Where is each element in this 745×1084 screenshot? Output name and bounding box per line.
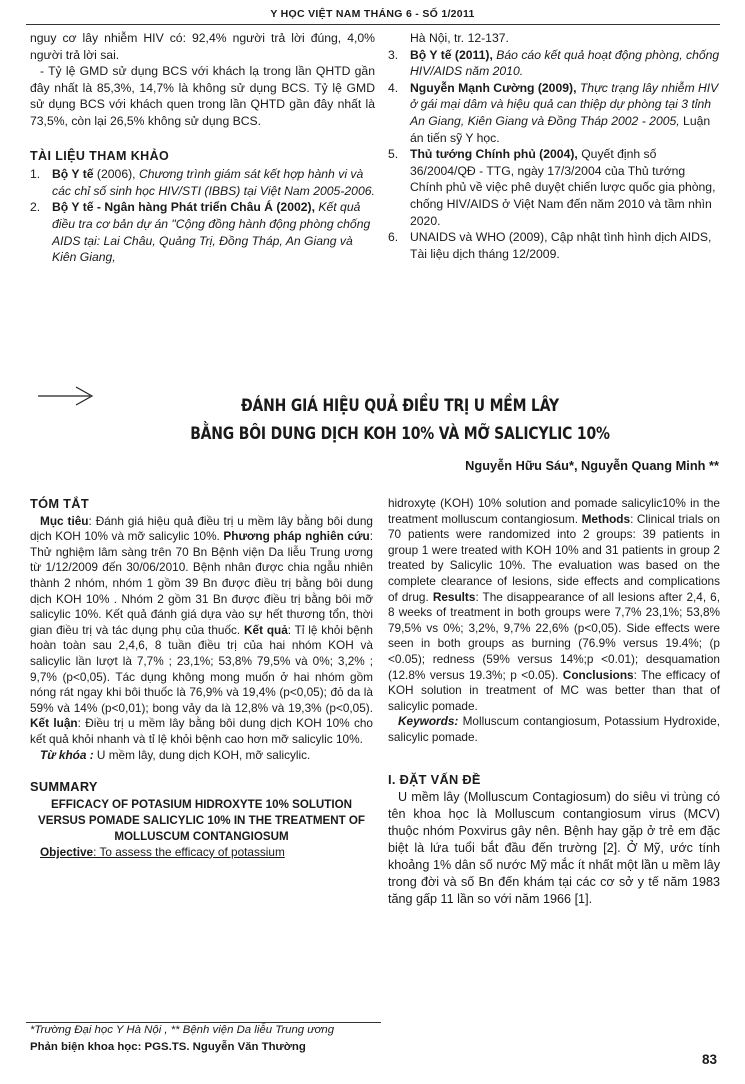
footnote: *Trường Đại học Y Hà Nội , ** Bệnh viện Da liễu Trung ương (30, 1024, 335, 1036)
abstract-heading: TÓM TẮT (30, 496, 89, 511)
reference-item: 2. Bộ Y tế - Ngân hàng Phát triển Châu Á (2002), Kết quả điều tra cơ bản dự án "Cộng đồng hành động phòng chống AIDS tại: Lai Châu, Quảng Trị, Đồng Tháp, An Giang và Kiên Giang, (30, 200, 371, 265)
reference-item: 4. Nguyễn Mạnh Cường (2009), Thực trạng lây nhiễm HIV ở gái mại dâm và hiệu quả can thiệp dự phòng tại 3 tỉnh An Giang, Kiên Giang và Đồng Tháp 2002 - 2005, Luận án tiến sỹ Y học. (388, 80, 719, 145)
summary-keywords: Keywords: Molluscum contangiosum, Potassium Hydroxide, salicylic pomade. (388, 714, 720, 744)
abstract-left-column (30, 496, 373, 860)
article-authors: Nguyễn Hữu Sáu*, Nguyễn Quang Minh ** (465, 458, 719, 473)
arrow-icon (36, 384, 96, 408)
intro-text: U mềm lây (Molluscum Contagiosum) do siêu vi trùng có tên khoa học là Molluscum contangiosum virus (MCV) thuộc nhóm Poxvirus gây nên. Bệnh hay gặp ở trẻ em đặc biệt là lứa tuổi bắt đầu đến trường [2]. Ở Mỹ, ước tính khoảng 1% dân số nước Mỹ mắc ít nhất một lần u mềm lây trong đời và số Bn đến khám tại các cơ sở y tế năm 1983 tăng gấp 11 lần so với năm 1966 [1]. (388, 790, 720, 907)
page-number: 83 (701, 1052, 717, 1067)
abstract-right-column (388, 496, 720, 908)
footnote-rule (26, 1022, 381, 1023)
article-title-line-2: BẰNG BÔI DUNG DỊCH KOH 10% VÀ MỠ SALICYLIC 10% (190, 424, 610, 444)
summary-title: EFFICACY OF POTASIUM HIDROXYTE 10% SOLUTION VERSUS POMADE SALICYLIC 10% IN THE TREATMENT OF MOLLUSCUM CONTANGIOSUM (37, 797, 365, 843)
summary-text: hidroxytẹ (KOH) 10% solution and pomade salicylic10% in the treatment molluscum contangiosum. Methods: Clinical trials on 70 patients were randomized into 2 groups: 39 patients in group 1 were treated with KOH 10% and 31 patients in group 2 treated by Salicylic 10%. The evaluation was based on the complete clearance of lesions, side effects and complications of drug. Results: The disappearance of all lesions after 2,4, 6, 8 weeks of treatment in both groups were 7,7% 23,1%; 53,8% 79,5% vs 0%; 3,2%, 9,7% 22,6% (p<0,05). Side effects were seen in both groups as burning (76.9% versus 19.4%; (p <0.05); redness (59% versus 14%;p <0.01); desquamation (12.8% versus 19.3%; p <0.05). Conclusions: The efficacy of KOH solution in treatment of MC was better than that of salicylic pomade. (388, 496, 720, 713)
summary-heading: SUMMARY (30, 779, 98, 795)
reference-item: 1. Bộ Y tế (2006), Chương trình giám sát kết hợp hành vi và các chỉ số sinh học HIV/STI (IBBS) tại Việt Nam 2005-2006. (30, 167, 375, 198)
reviewer-note: Phản biện khoa học: PGS.TS. Nguyễn Văn Thường (30, 1041, 306, 1053)
prev-paragraph-1: nguy cơ lây nhiễm HIV có: 92,4% người trả lời đúng, 4,0% người trả lời sai. (30, 31, 375, 62)
reference-continuation: Hà Nội, tr. 12-137. (410, 31, 509, 45)
article-title-line-1: ĐÁNH GIÁ HIỆU QUẢ ĐIỀU TRỊ U MỀM LÂY (241, 396, 559, 416)
reference-item: 6. UNAIDS và WHO (2009), Cập nhật tình hình dịch AIDS, Tài liệu dịch tháng 12/2009. (388, 230, 712, 261)
reference-item: 3. Bộ Y tế (2011), Báo cáo kết quả hoạt động phòng, chống HIV/AIDS năm 2010. (388, 47, 720, 79)
top-right-column (388, 30, 720, 262)
intro-heading: I. ĐẶT VẤN ĐỀ (388, 771, 481, 787)
prev-paragraph-2: - Tỷ lệ GMD sử dụng BCS với khách lạ trong lần QHTD gần đây nhất là 85,3%, 14,7% là không sử dụng BCS. Tỷ lệ GMD sử dụng BCS với khách quen trong lần QHTD gần đây nhất là 73,5%, còn lại 26,5% không sử dụng BCS. (30, 64, 375, 128)
running-header: Y HỌC VIỆT NAM THÁNG 6 - SỐ 1/2011 (270, 8, 475, 20)
header-rule (26, 24, 720, 25)
abstract-vi-text: Mục tiêu: Đánh giá hiệu quả điều trị u mềm lây bằng bôi dung dịch KOH 10% và mỡ salicylic 10%. Phương pháp nghiên cứu: Thử nghiệm lâm sàng trên 70 Bn Bệnh viện Da liễu Trung ương từ 1/12/2009 đến 30/06/2010. Bệnh nhân được chia ngẫu nhiên thành 2 nhóm, nhóm 1 gồm 39 Bn được điều trị bằng bôi dung dịch KOH 10% . Nhóm 2 gồm 31 Bn được điều trị bằng bôi mỡ salicylic 10%. Kết quả đánh giá dựa vào sự hết thương tổn, thời gian điều trị và tác dụng phụ của thuốc. Kết quả: Tỉ lệ khỏi bệnh hoàn toàn sau 2,4,6, 8 tuần điều trị của hai nhóm KOH và salicylic lần lượt là 7,7% ; 23,1%; 53,8% 79,5% và 0%; 3,2% ; 9,7% (p<0,05). Tác dụng không mong muốn ở hai nhóm gồm nóng rát ngay khi bôi thuốc là 76,9% và 19,4% (p<0,05); đỏ da là 59% và 14% (p<0,01); bong vảy da là 12,8% và 19,3% (p<0,05). Kết luận: Điều trị u mềm lây bằng bôi dung dịch KOH 10% cho kết quả khỏi nhanh và tỉ lệ khỏi bệnh cao hơn mỡ salicylic 10%. (30, 513, 374, 746)
top-left-column (30, 30, 375, 266)
abstract-keywords: Từ khóa : U mềm lây, dung dịch KOH, mỡ salicylic. (40, 747, 311, 762)
references-heading: TÀI LIỆU THAM KHẢO (30, 148, 170, 163)
reference-item: 5. Thủ tướng Chính phủ (2004), Quyết định số 36/2004/QĐ - TTG, ngày 17/3/2004 của Thủ tướng Chính phủ về việc phê duyệt chiến lược quốc gia phòng, chống HIV/AIDS ở Việt Nam đến năm 2010 và tầm nhìn 2020. (388, 147, 716, 228)
summary-objective-start: Objective: To assess the efficacy of potassium (40, 844, 285, 859)
